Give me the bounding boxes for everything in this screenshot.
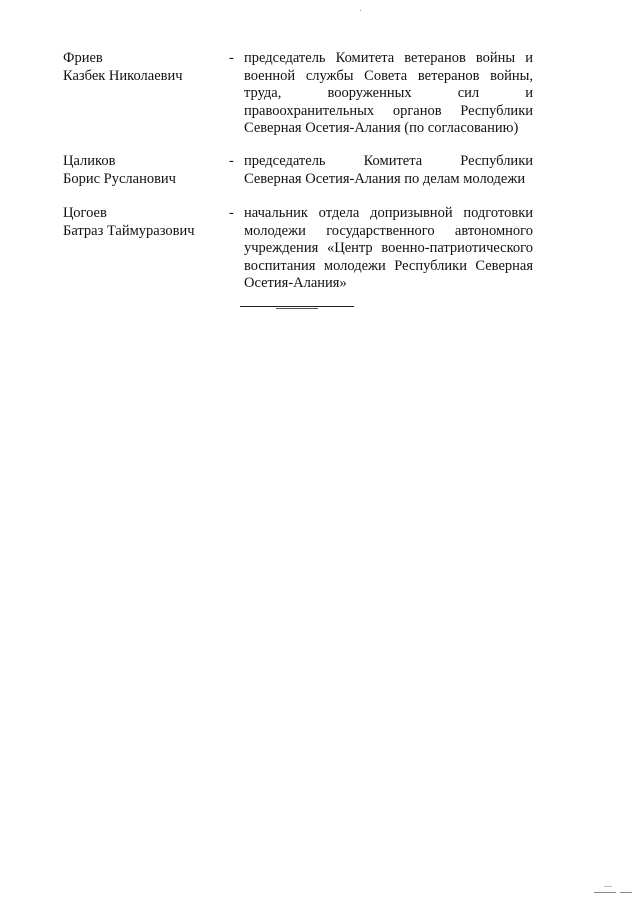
scan-mark bbox=[620, 892, 632, 893]
scan-mark bbox=[604, 886, 612, 887]
position-line: Осетия-Алания» bbox=[244, 275, 347, 292]
position-line: председатель Комитета Республики bbox=[244, 153, 533, 169]
scan-mark bbox=[594, 892, 616, 893]
position-line: председатель Комитета ветеранов войны и bbox=[244, 50, 533, 66]
member-name bbox=[63, 153, 223, 188]
position-line: начальник отдела допризывной подготовки bbox=[244, 205, 533, 221]
member-name bbox=[63, 205, 223, 240]
position-line: правоохранительных органов Республики bbox=[244, 102, 533, 119]
end-of-list-rule-segment bbox=[276, 308, 318, 309]
member-position bbox=[244, 50, 533, 138]
member-position bbox=[244, 153, 533, 188]
member-surname: Фриев bbox=[63, 50, 103, 66]
entry-dash: - bbox=[229, 205, 234, 221]
member-name bbox=[63, 50, 223, 85]
member-given-names: Борис Русланович bbox=[63, 170, 176, 187]
member-given-names: Батраз Таймуразович bbox=[63, 222, 195, 239]
position-line: труда, вооруженных сил и bbox=[244, 85, 533, 102]
member-surname: Цогоев bbox=[63, 205, 107, 221]
entry-dash: - bbox=[229, 50, 234, 66]
member-position bbox=[244, 205, 533, 293]
position-line: учреждения «Центр военно-патриотического bbox=[244, 240, 533, 257]
member-surname: Цаликов bbox=[63, 153, 116, 169]
member-given-names: Казбек Николаевич bbox=[63, 67, 183, 84]
position-line: Северная Осетия-Алания (по согласованию) bbox=[244, 120, 519, 137]
scan-corner-marks bbox=[594, 889, 634, 895]
position-line: военной службы Совета ветеранов войны, bbox=[244, 67, 533, 84]
scan-speck bbox=[360, 10, 361, 11]
position-line: молодежи государственного автономного bbox=[244, 222, 533, 239]
position-line: воспитания молодежи Республики Северная bbox=[244, 257, 533, 274]
entry-dash: - bbox=[229, 153, 234, 169]
position-line: Северная Осетия-Алания по делам молодежи bbox=[244, 170, 526, 187]
end-of-list-rule bbox=[240, 306, 354, 307]
